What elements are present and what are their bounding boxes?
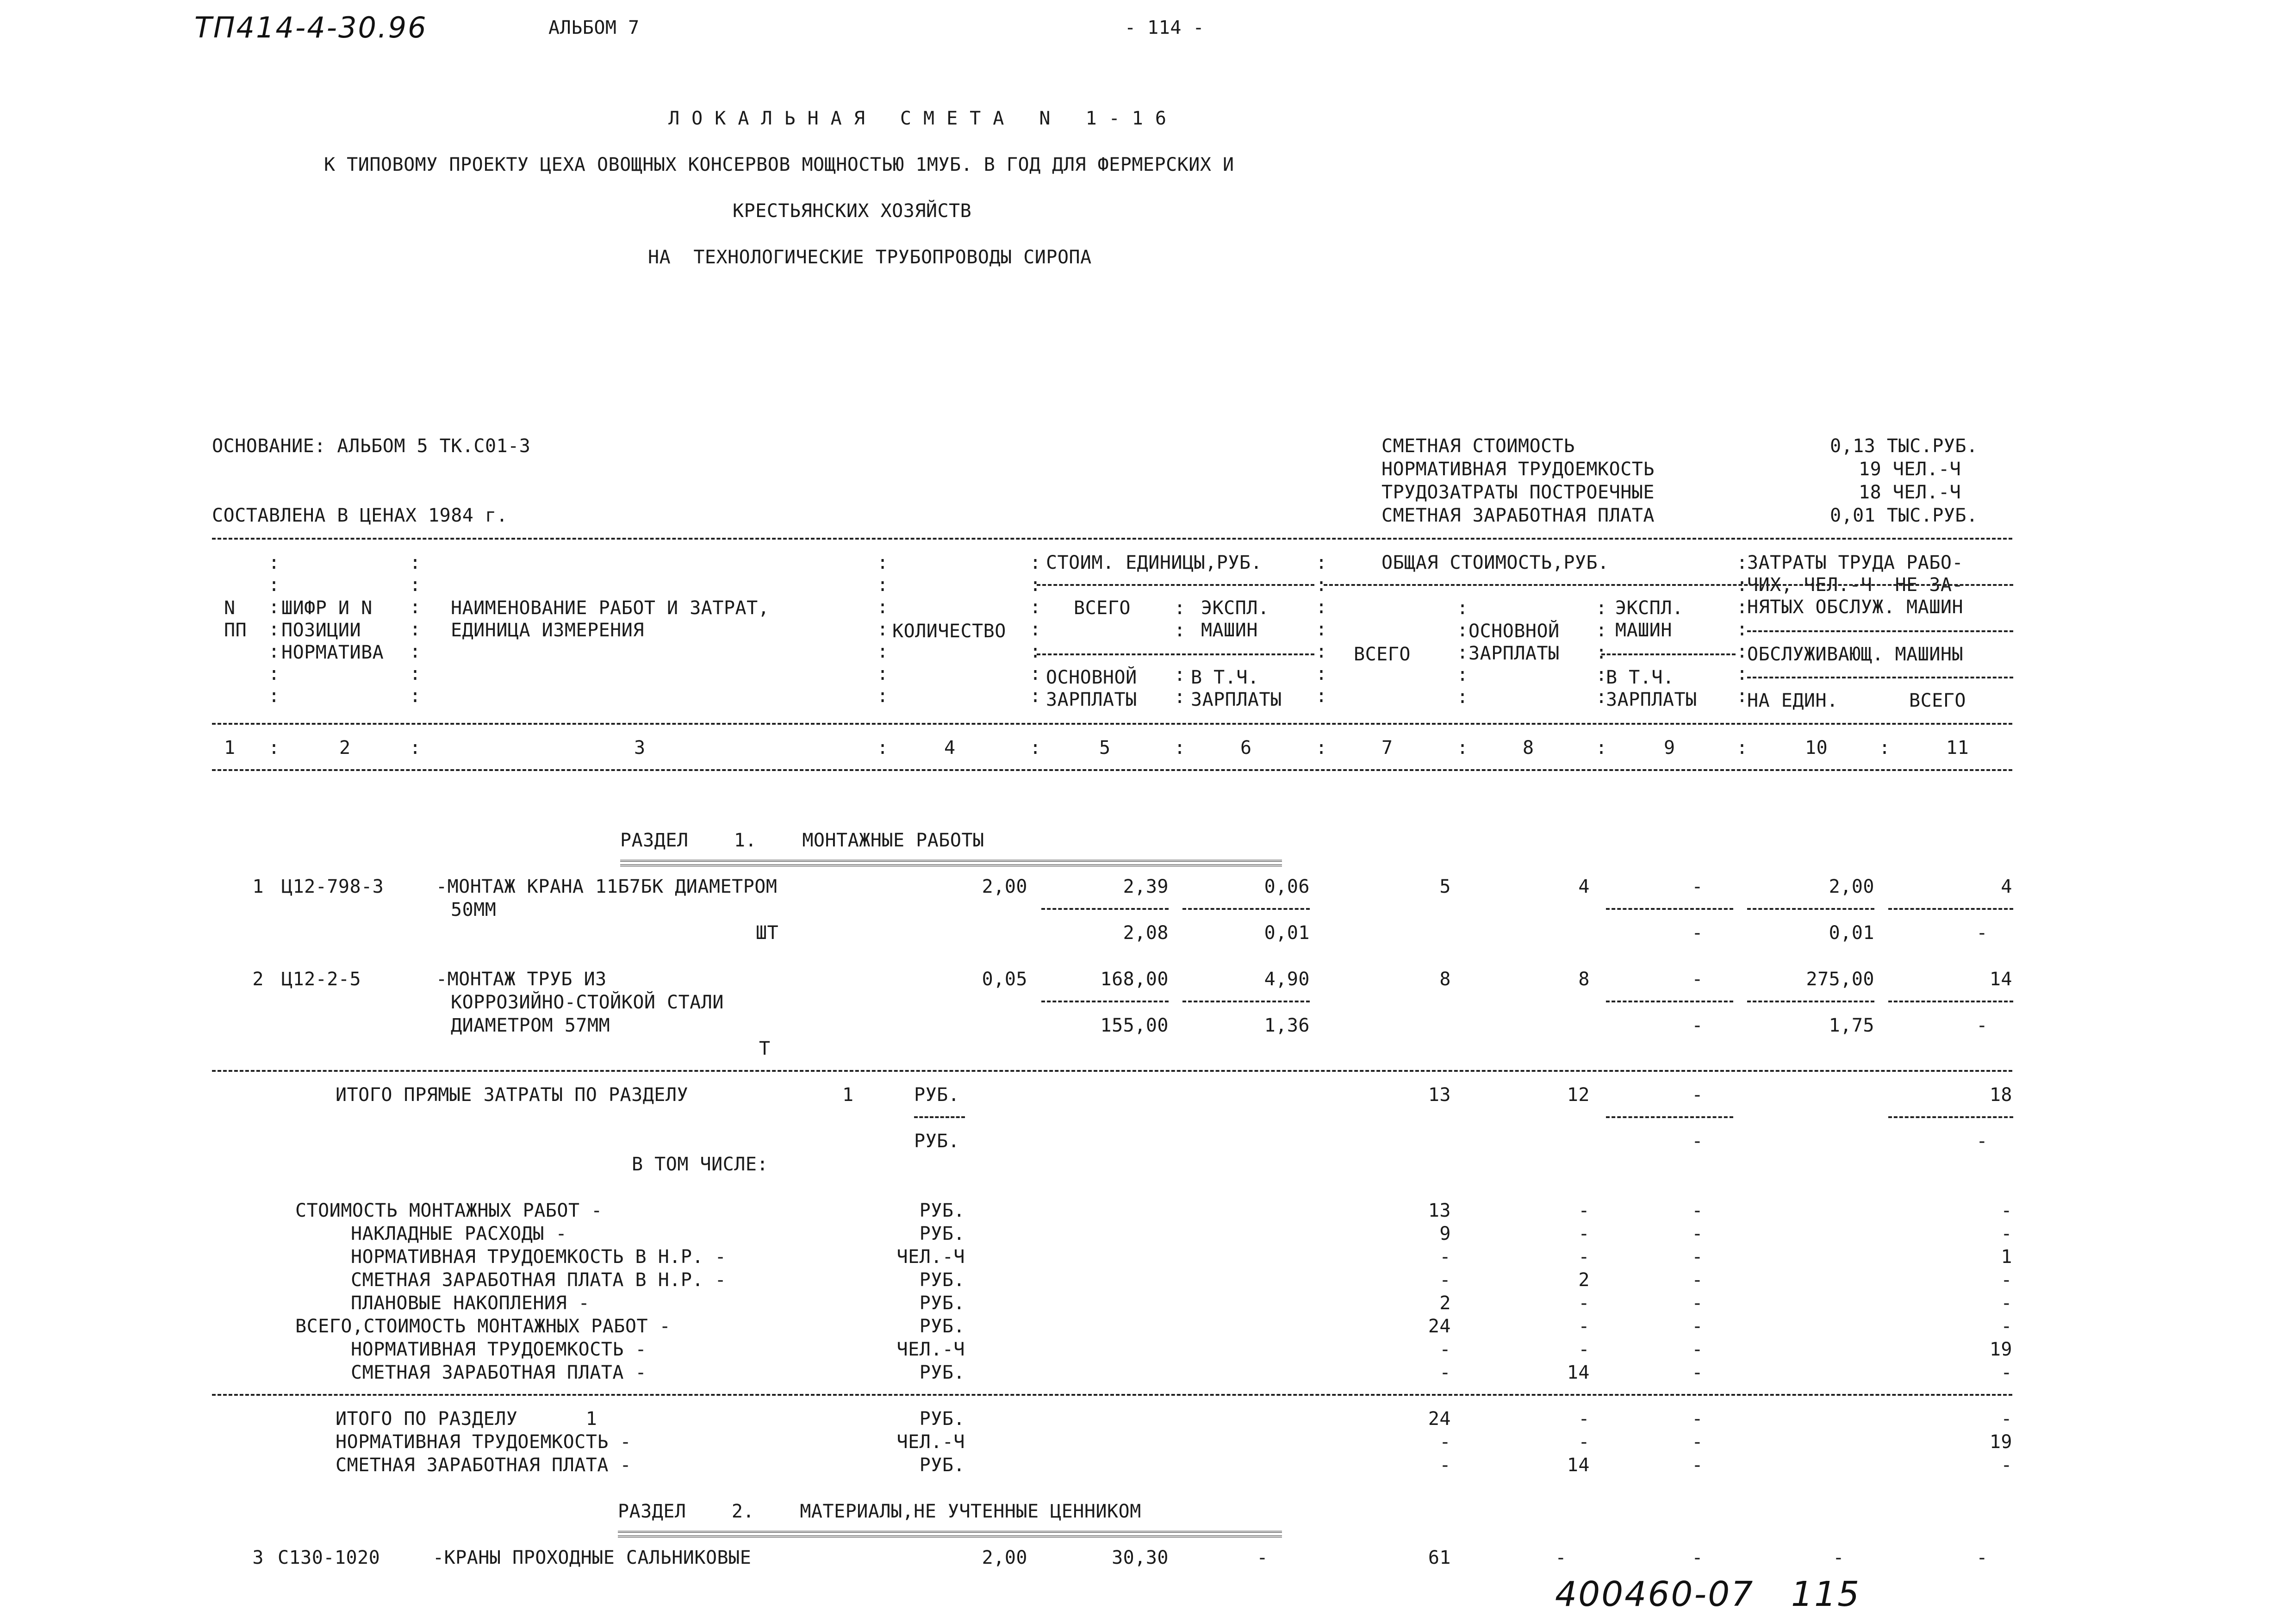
direct-total-all: 13 xyxy=(1428,1084,1451,1106)
breakdown-unit: РУБ. xyxy=(919,1293,965,1314)
header-col-code: ШИФР И N ПОЗИЦИИ НОРМАТИВА xyxy=(281,597,384,663)
section-total-all: - xyxy=(1439,1431,1451,1453)
header-unit-total: ВСЕГО xyxy=(1074,597,1131,619)
section-total-base-wages: - xyxy=(1578,1408,1590,1430)
row-total-machine-wages: - xyxy=(1692,922,1703,944)
row-labor2-unit: 1,75 xyxy=(1829,1015,1874,1036)
row-total-machines: - xyxy=(1692,969,1703,990)
column-number-separator: : xyxy=(410,737,421,759)
breakdown-total: 24 xyxy=(1428,1316,1451,1337)
row-code: С130-1020 xyxy=(278,1547,380,1568)
direct-total-labor: 18 xyxy=(1989,1084,2012,1106)
column-number: 11 xyxy=(1946,737,1969,759)
header-separator: : : : : xyxy=(1174,597,1186,708)
header-col-quantity: КОЛИЧЕСТВО xyxy=(892,621,1006,642)
section-total-label: НОРМАТИВНАЯ ТРУДОЕМКОСТЬ - xyxy=(336,1431,632,1453)
row-unit-machines: - xyxy=(1257,1547,1268,1568)
direct-total-label: ИТОГО ПРЯМЫЕ ЗАТРАТЫ ПО РАЗДЕЛУ xyxy=(336,1084,689,1106)
breakdown-label: СТОИМОСТЬ МОНТАЖНЫХ РАБОТ - xyxy=(295,1200,603,1221)
header-labor-per-unit: НА ЕДИН. xyxy=(1747,690,1838,711)
header-separator: : : : : : : : xyxy=(877,552,889,707)
sheet-number: 115 xyxy=(1791,1574,1861,1614)
row-number: 3 xyxy=(252,1547,264,1568)
row-labor-unit: 275,00 xyxy=(1806,969,1874,990)
direct-total-section: 1 xyxy=(842,1084,854,1106)
breakdown-base-wages: - xyxy=(1578,1246,1590,1268)
column-number-separator: : xyxy=(1316,737,1327,759)
header-subrule xyxy=(1037,584,1314,586)
row-subrule xyxy=(1888,1001,2013,1002)
row-name-cont: КОРРОЗИЙНО-СТОЙКОЙ СТАЛИ xyxy=(451,992,724,1013)
summary-label-labor: НОРМАТИВНАЯ ТРУДОЕМКОСТЬ xyxy=(1381,459,1655,480)
row-labor-total: 4 xyxy=(2001,876,2012,897)
breakdown-unit: РУБ. xyxy=(919,1362,965,1383)
header-unit-base-wages: ОСНОВНОЙ ЗАРПЛАТЫ xyxy=(1046,667,1137,710)
header-unit-machines: ЭКСПЛ. МАШИН xyxy=(1201,597,1269,641)
row-unit: Т xyxy=(759,1038,771,1059)
breakdown-unit: РУБ. xyxy=(919,1269,965,1291)
row-number: 2 xyxy=(252,969,264,990)
breakdown-machines: - xyxy=(1692,1269,1703,1291)
row-unit-total: 30,30 xyxy=(1112,1547,1169,1568)
section-total-all: - xyxy=(1439,1455,1451,1476)
row-total: 5 xyxy=(1439,876,1451,897)
breakdown-unit: РУБ. xyxy=(919,1223,965,1244)
row-name: -КРАНЫ ПРОХОДНЫЕ САЛЬНИКОВЫЕ xyxy=(433,1547,752,1568)
row-total: 61 xyxy=(1428,1547,1451,1568)
album-label: АЛЬБОМ 7 xyxy=(548,17,640,38)
row-unit-machine-wages: 1,36 xyxy=(1264,1015,1310,1036)
breakdown-labor: 19 xyxy=(1989,1339,2012,1360)
header-unit-cost: СТОИМ. ЕДИНИЦЫ,РУБ. xyxy=(1046,552,1263,573)
row-name-cont: 50ММ xyxy=(451,899,497,920)
row-subrule xyxy=(1747,1001,1874,1002)
header-separator: : : : : : : : xyxy=(410,552,421,707)
breakdown-total: 13 xyxy=(1428,1200,1451,1221)
row-unit-base-wages: 2,08 xyxy=(1123,922,1169,944)
section-total-labor: 19 xyxy=(1989,1431,2012,1453)
breakdown-unit: РУБ. xyxy=(919,1200,965,1221)
breakdown-labor: - xyxy=(2001,1293,2012,1314)
column-number: 6 xyxy=(1240,737,1252,759)
row-name: -МОНТАЖ ТРУБ ИЗ xyxy=(436,969,607,990)
breakdown-total: - xyxy=(1439,1246,1451,1268)
breakdown-base-wages: - xyxy=(1578,1339,1590,1360)
row-subrule xyxy=(1041,908,1169,910)
section-total-label: ИТОГО ПО РАЗДЕЛУ 1 xyxy=(336,1408,597,1430)
column-number: 10 xyxy=(1805,737,1828,759)
header-subrule xyxy=(1747,677,2013,678)
column-number: 8 xyxy=(1523,737,1534,759)
row-total: 8 xyxy=(1439,969,1451,990)
row-total-machines: - xyxy=(1692,1547,1703,1568)
direct-total-machine-wages: - xyxy=(1692,1131,1703,1152)
row-unit-machine-wages: 0,01 xyxy=(1264,922,1310,944)
breakdown-label: ПЛАНОВЫЕ НАКОПЛЕНИЯ - xyxy=(351,1293,590,1314)
row-labor2-total: - xyxy=(1976,922,1988,944)
breakdown-label: НОРМАТИВНАЯ ТРУДОЕМКОСТЬ В Н.Р. - xyxy=(351,1246,727,1268)
direct-total-unit-2: РУБ. xyxy=(914,1131,960,1152)
row-total-machine-wages: - xyxy=(1692,1015,1703,1036)
row-subrule xyxy=(1606,908,1733,910)
summary-value-labor: 19 ЧЕЛ.-Ч xyxy=(1859,459,1961,480)
table-numbers-rule xyxy=(212,769,2012,771)
breakdown-labor: - xyxy=(2001,1362,2012,1383)
direct-total-labor2: - xyxy=(1976,1131,1988,1152)
section-total-labor: - xyxy=(2001,1408,2012,1430)
direct-total-base-wages: 12 xyxy=(1567,1084,1590,1106)
row-unit-machines: 4,90 xyxy=(1264,969,1310,990)
row-labor-total: 14 xyxy=(1989,969,2012,990)
section-2-underline xyxy=(618,1531,1282,1537)
header-separator: : : : : : : : xyxy=(1316,552,1327,707)
row-subrule xyxy=(1747,908,1874,910)
column-number: 2 xyxy=(339,737,351,759)
header-separator: : : : : : : : xyxy=(1736,552,1748,707)
row-number: 1 xyxy=(252,876,264,897)
breakdown-labor: - xyxy=(2001,1223,2012,1244)
summary-label-wages: СМЕТНАЯ ЗАРАБОТНАЯ ПЛАТА xyxy=(1381,505,1655,526)
breakdown-label: СМЕТНАЯ ЗАРАБОТНАЯ ПЛАТА В Н.Р. - xyxy=(351,1269,727,1291)
section-total-all: 24 xyxy=(1428,1408,1451,1430)
breakdown-base-wages: 14 xyxy=(1567,1362,1590,1383)
column-number-separator: : xyxy=(1030,737,1041,759)
column-number-separator: : xyxy=(1736,737,1748,759)
summary-value-site-labor: 18 ЧЕЛ.-Ч xyxy=(1859,482,1961,503)
breakdown-machines: - xyxy=(1692,1246,1703,1268)
column-number: 9 xyxy=(1664,737,1675,759)
breakdown-total: 9 xyxy=(1439,1223,1451,1244)
row-labor2-total: - xyxy=(1976,1015,1988,1036)
basis-reference: ОСНОВАНИЕ: АЛЬБОМ 5 ТК.С01-3 xyxy=(212,435,531,457)
breakdown-unit: ЧЕЛ.-Ч xyxy=(896,1246,965,1268)
header-separator: : : : : : xyxy=(1596,597,1607,708)
column-number-separator: : xyxy=(268,737,280,759)
table-top-rule xyxy=(212,538,2012,540)
row-unit: ШТ xyxy=(756,922,779,944)
row-quantity: 2,00 xyxy=(982,876,1027,897)
row-total-base-wages: 8 xyxy=(1578,969,1590,990)
row-subrule xyxy=(1041,1001,1169,1002)
header-labor-total: ВСЕГО xyxy=(1909,690,1966,711)
header-total-machines: ЭКСПЛ. МАШИН xyxy=(1615,597,1684,641)
breakdown-total: - xyxy=(1439,1269,1451,1291)
section-2-title: РАЗДЕЛ 2. МАТЕРИАЛЫ,НЕ УЧТЕННЫЕ ЦЕННИКОМ xyxy=(618,1501,1141,1522)
row-unit-total: 168,00 xyxy=(1100,969,1169,990)
project-title-line2: КРЕСТЬЯНСКИХ ХОЗЯЙСТВ xyxy=(733,200,972,222)
breakdown-label: СМЕТНАЯ ЗАРАБОТНАЯ ПЛАТА - xyxy=(351,1362,647,1383)
breakdown-total: - xyxy=(1439,1339,1451,1360)
section-1-underline xyxy=(620,860,1282,866)
column-number-separator: : xyxy=(1596,737,1607,759)
column-number: 5 xyxy=(1099,737,1111,759)
row-name: -МОНТАЖ КРАНА 11Б7БК ДИАМЕТРОМ xyxy=(436,876,778,897)
section-total-unit: ЧЕЛ.-Ч xyxy=(896,1431,965,1453)
row-total-base-wages: - xyxy=(1555,1547,1567,1568)
project-title-line1: К ТИПОВОМУ ПРОЕКТУ ЦЕХА ОВОЩНЫХ КОНСЕРВОВ МОЩНОСТЬЮ 1МУБ. В ГОД ДЛЯ ФЕРМЕРСКИХ И xyxy=(324,154,1234,175)
breakdown-base-wages: 2 xyxy=(1578,1269,1590,1291)
direct-total-subrule xyxy=(1606,1116,1733,1118)
breakdown-machines: - xyxy=(1692,1316,1703,1337)
header-unit-machine-wages: В Т.Ч. ЗАРПЛАТЫ xyxy=(1191,667,1282,710)
column-number-separator: : xyxy=(1457,737,1468,759)
section-total-labor: - xyxy=(2001,1455,2012,1476)
row-subrule xyxy=(1182,1001,1310,1002)
header-labor-machines: ОБСЛУЖИВАЮЩ. МАШИНЫ xyxy=(1747,644,1964,665)
header-separator: : : : : : : : xyxy=(1030,552,1041,707)
including-label: В ТОМ ЧИСЛЕ: xyxy=(632,1154,768,1175)
row-total-machines: - xyxy=(1692,876,1703,897)
row-unit-total: 2,39 xyxy=(1123,876,1169,897)
row-labor-unit: - xyxy=(1833,1547,1844,1568)
page-number: - 114 - xyxy=(1125,17,1205,38)
row-unit-machines: 0,06 xyxy=(1264,876,1310,897)
section-total-unit: РУБ. xyxy=(919,1408,965,1430)
header-subrule xyxy=(1601,653,1736,655)
header-total-cost: ОБЩАЯ СТОИМОСТЬ,РУБ. xyxy=(1381,552,1609,573)
header-labor-costs: ЗАТРАТЫ ТРУДА РАБО- ЧИХ, ЧЕЛ.-Ч НЕ ЗА- НЯТЫХ ОБСЛУЖ. МАШИН xyxy=(1747,552,1964,618)
row-labor-unit: 2,00 xyxy=(1829,876,1874,897)
breakdown-labor: - xyxy=(2001,1200,2012,1221)
row-quantity: 0,05 xyxy=(982,969,1027,990)
column-number: 4 xyxy=(944,737,956,759)
price-basis: СОСТАВЛЕНА В ЦЕНАХ 1984 г. xyxy=(212,505,508,526)
section-total-unit: РУБ. xyxy=(919,1455,965,1476)
estimate-title: ЛОКАЛЬНАЯ СМЕТА N 1-16 xyxy=(668,108,1178,129)
section-total-machines: - xyxy=(1692,1431,1703,1453)
direct-total-subrule xyxy=(914,1116,965,1118)
breakdown-labor: - xyxy=(2001,1316,2012,1337)
section-total-machines: - xyxy=(1692,1455,1703,1476)
breakdown-base-wages: - xyxy=(1578,1223,1590,1244)
direct-total-unit: РУБ. xyxy=(914,1084,960,1106)
column-number-separator: : xyxy=(877,737,889,759)
breakdown-machines: - xyxy=(1692,1223,1703,1244)
header-subrule xyxy=(1324,584,2013,586)
section-1-rule xyxy=(212,1070,2012,1072)
header-subrule xyxy=(1037,653,1314,655)
breakdown-label: ВСЕГО,СТОИМОСТЬ МОНТАЖНЫХ РАБОТ - xyxy=(295,1316,671,1337)
row-labor2-unit: 0,01 xyxy=(1829,922,1874,944)
section-total-label: СМЕТНАЯ ЗАРАБОТНАЯ ПЛАТА - xyxy=(336,1455,632,1476)
header-total-all: ВСЕГО xyxy=(1354,644,1411,665)
section-1-total-rule xyxy=(212,1394,2012,1396)
row-quantity: 2,00 xyxy=(982,1547,1027,1568)
section-total-base-wages: - xyxy=(1578,1431,1590,1453)
breakdown-base-wages: - xyxy=(1578,1200,1590,1221)
breakdown-unit: ЧЕЛ.-Ч xyxy=(896,1339,965,1360)
breakdown-labor: 1 xyxy=(2001,1246,2012,1268)
header-col-number: N ПП xyxy=(224,597,247,641)
archive-stamp: 400460-07 xyxy=(1555,1574,1755,1614)
breakdown-label: НОРМАТИВНАЯ ТРУДОЕМКОСТЬ - xyxy=(351,1339,647,1360)
header-col-name: НАИМЕНОВАНИЕ РАБОТ И ЗАТРАТ, ЕДИНИЦА ИЗМЕРЕНИЯ xyxy=(451,597,770,641)
project-subject: НА ТЕХНОЛОГИЧЕСКИЕ ТРУБОПРОВОДЫ СИРОПА xyxy=(648,247,1092,268)
column-number: 3 xyxy=(634,737,646,759)
column-number: 1 xyxy=(224,737,236,759)
breakdown-machines: - xyxy=(1692,1339,1703,1360)
breakdown-base-wages: - xyxy=(1578,1293,1590,1314)
column-number: 7 xyxy=(1381,737,1393,759)
column-number-separator: : xyxy=(1174,737,1186,759)
row-code: Ц12-2-5 xyxy=(281,969,361,990)
breakdown-total: 2 xyxy=(1439,1293,1451,1314)
breakdown-labor: - xyxy=(2001,1269,2012,1291)
table-header-rule xyxy=(212,723,2012,725)
header-total-machine-wages: В Т.Ч. ЗАРПЛАТЫ xyxy=(1606,667,1697,710)
summary-value-cost: 0,13 ТЫС.РУБ. xyxy=(1830,435,1978,457)
row-labor-total: - xyxy=(1976,1547,1988,1568)
breakdown-unit: РУБ. xyxy=(919,1316,965,1337)
row-unit-base-wages: 155,00 xyxy=(1100,1015,1169,1036)
row-subrule xyxy=(1182,908,1310,910)
row-name-cont: ДИАМЕТРОМ 57ММ xyxy=(451,1015,610,1036)
direct-total-subrule xyxy=(1888,1116,2013,1118)
breakdown-machines: - xyxy=(1692,1362,1703,1383)
row-code: Ц12-798-3 xyxy=(281,876,384,897)
header-subrule xyxy=(1747,630,2013,632)
column-number-separator: : xyxy=(1879,737,1891,759)
summary-label-cost: СМЕТНАЯ СТОИМОСТЬ xyxy=(1381,435,1575,457)
section-total-base-wages: 14 xyxy=(1567,1455,1590,1476)
header-separator: : : : : : : : xyxy=(268,552,280,707)
breakdown-total: - xyxy=(1439,1362,1451,1383)
breakdown-machines: - xyxy=(1692,1200,1703,1221)
header-total-base-wages: ОСНОВНОЙ ЗАРПЛАТЫ xyxy=(1468,621,1560,664)
row-subrule xyxy=(1888,908,2013,910)
breakdown-base-wages: - xyxy=(1578,1316,1590,1337)
breakdown-machines: - xyxy=(1692,1293,1703,1314)
summary-value-wages: 0,01 ТЫС.РУБ. xyxy=(1830,505,1978,526)
breakdown-label: НАКЛАДНЫЕ РАСХОДЫ - xyxy=(351,1223,567,1244)
section-total-machines: - xyxy=(1692,1408,1703,1430)
section-1-title: РАЗДЕЛ 1. МОНТАЖНЫЕ РАБОТЫ xyxy=(620,830,984,851)
row-subrule xyxy=(1606,1001,1733,1002)
header-separator: : : : : : xyxy=(1457,597,1468,708)
direct-total-machines: - xyxy=(1692,1084,1703,1106)
row-total-base-wages: 4 xyxy=(1578,876,1590,897)
summary-label-site-labor: ТРУДОЗАТРАТЫ ПОСТРОЕЧНЫЕ xyxy=(1381,482,1655,503)
document-code: ТП414-4-30.96 xyxy=(194,11,428,44)
